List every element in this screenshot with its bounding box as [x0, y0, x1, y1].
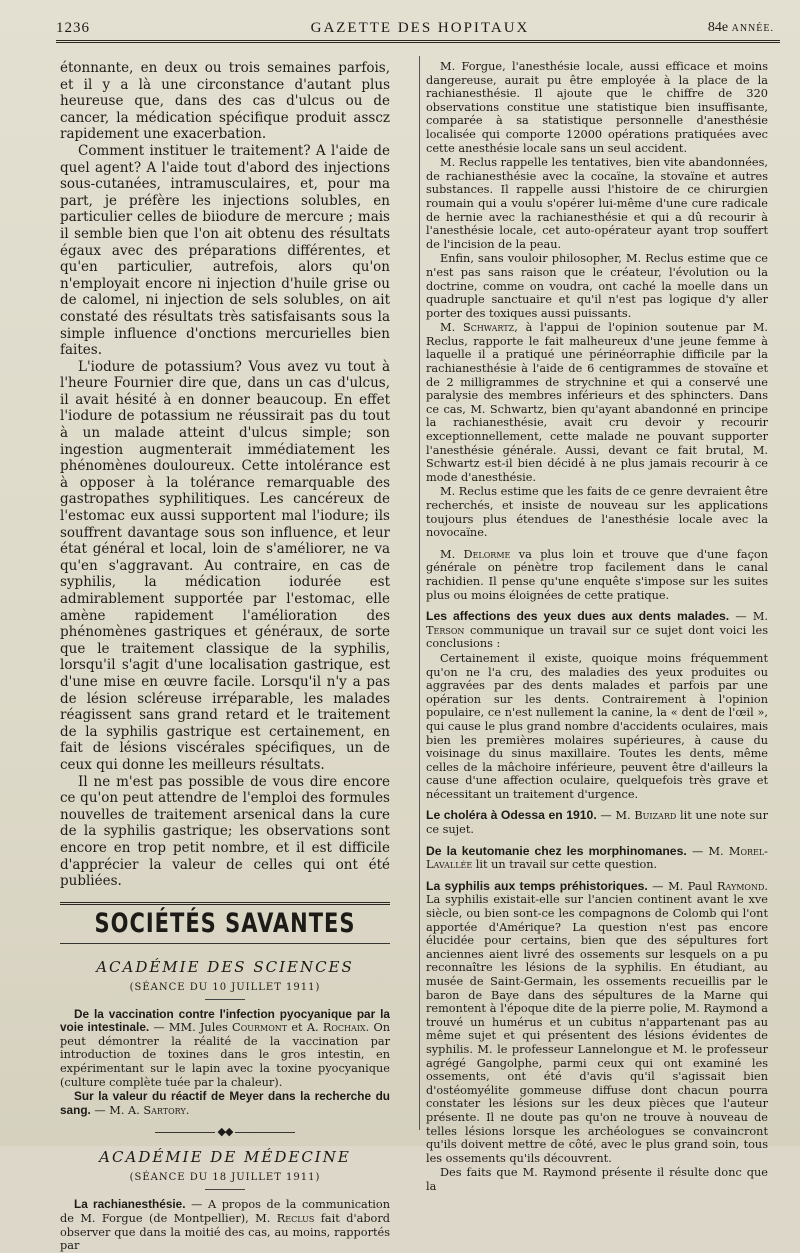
paragraph: M. Reclus estime que les faits de ce genre devraient être recherchés, et insiste de nouveau sur les applications toujours plus étendues de l'anesthésie locale avec la novocaïne. [426, 485, 768, 540]
article-continuation [60, 60, 390, 890]
item-yeux: Les affections des yeux dues aux dents malades. — M. Terson communique un travail sur ce sujet dont voici les conclusions : [426, 609, 768, 651]
seance-date: (SÉANCE DU 18 JUILLET 1911) [129, 1172, 321, 1184]
paragraph: Il ne m'est pas possible de vous dire encore ce qu'on peut attendre de l'emploi des formules nouvelles de traitement arsenical dans la cure de la syphilis gastrique; les observations sont encore en trop petit nombre, et il est difficile d'apprécier la valeur de celles qui ont été publiées. [60, 773, 390, 890]
paragraph: Enfin, sans vouloir philosopher, M. Reclus estime que ce n'est pas sans raison que le créateur, l'évolution ou la doctrine, comme on voudra, ont caché la moelle dans un quadruple sanctuaire et qu'il n'est pas logique d'y aller porter des toxiques aussi puissants. [426, 252, 768, 320]
section-rule [60, 902, 390, 905]
journal-title: GAZETTE DES HOPITAUX [310, 20, 530, 36]
paragraph: Comment instituer le traitement? A l'aide de quel agent? A l'aide tout d'abord des injections sous-cutanées, intramusculaires, et, pour ma part, je préfère les injections solubles, en particulier celles de biiodure de mercure ; mais il semble bien que l'on ait obtenu des résultats égaux avec des préparations différentes, et qu'en particulier, autrefois, alors qu'on n'employait encore ni injection d'huile grise ou de calomel, ni injection de sels solubles, on ait constaté des résultats très satisfaisants sous la simple influence d'onctions mercurielles bien faites. [60, 142, 390, 359]
seance-date: (SÉANCE DU 10 JUILLET 1911) [129, 981, 321, 993]
paragraph: M. Forgue, l'anesthésie locale, aussi efficace et moins dangereuse, aurait pu être employée à la place de la rachianesthésie. Il ajoute que le chiffre de 320 observations constitue une statistique bien insuffisante, comparée à sa statistique personnelle d'anesthésie localisée qui comporte 12000 opérations pratiquées avec cette anesthésie locale sans un seul accident. [426, 60, 768, 155]
academie-sciences-items [60, 1008, 390, 1118]
paragraph: étonnante, en deux ou trois semaines parfois, et il y a là une circonstance d'autant plus heureuse que, dans des cas d'ulcus ou de cancer, la médication spécifique produit asscz rapidement une exacerbation. [60, 60, 390, 143]
paragraph: La rachianesthésie. — A propos de la communication de M. Forgue (de Montpellier), M. Reclus fait d'abord observer que dans la moitié des cas, au moins, rapportés par [60, 1197, 390, 1253]
section-rule [60, 943, 390, 944]
header-rule [56, 40, 780, 43]
page-number: 1236 [56, 20, 90, 36]
section-title: SOCIÉTÉS SAVANTES [94, 907, 356, 938]
paragraph: M. Delorme va plus loin et trouve que d'une façon générale on pénètre trop facilement dans le canal rachidien. Il pense qu'une enquête s'impose sur les suites plus ou moins éloignées de cette pratique. [426, 547, 769, 602]
item-meyer: Sur la valeur du réactif de Meyer dans la recherche du sang. — M. A. Sartory. [60, 1089, 390, 1117]
column-divider [419, 56, 420, 1130]
rachianesthesie-item [60, 1198, 390, 1252]
paragraph: L'iodure de potassium? Vous avez vu tout à l'heure Fournier dire que, dans un cas d'ulcus, il avait hésité à en donner beaucoup. En effet l'iodure de potassium ne réussirait pas du tout à un malade atteint d'ulcus simple; son ingestion augmenterait immédiatement les phénomènes douloureux. Cette intolérance est à opposer à la tolérance remarquable des gastropathes syphilitiques. Les cancéreux de l'estomac eux aussi supportent mal l'iodure; ils souffrent davantage sous son influence, et leur état général et local, loin de s'améliorer, ne va qu'en s'aggravant. Au contraire, en cas de syphilis, la médication iodurée est admirablement supportée par l'estomac, elle amène rapidement l'amélioration des phénomènes gastriques et généraux, de sorte que le traitement classique de la syphilis, lorsqu'il s'agit d'une localisation gastrique, est d'une mise en œuvre facile. Lorsqu'il n'y a pas de lésion scléreuse irréparable, les malades réagissent sans grand retard et le traitement de la syphilis gastrique est certainement, en fait de lésions viscérales spécifiques, un de ceux qui donne les meilleurs résultats. [60, 358, 390, 773]
item-vaccination: De la vaccination contre l'infection pyocyanique par la voie intestinale. — MM. Jules Courmont et A. Rochaix. On peut démontrer la réalité de la vaccination par introduction de toxines dans le gros intestin, en expérimentant sur le lapin avec la toxine pyocyanique (culture complète tuée par la chaleur). [60, 1006, 390, 1089]
year-label: 84e ANNÉE. [707, 20, 774, 35]
paragraph: M. Schwartz, à l'appui de l'opinion soutenue par M. Reclus, rapporte le fait malheureux d'une jeune femme à laquelle il a pratiqué une périnéorraphie difficile par la rachianesthésie à l'aide de 6 centigrammes de stovaïne et de 2 milligrammes de strychnine et qui a conservé une paralysie des membres inférieurs et des sphincters. Dans ce cas, M. Schwartz, bien qu'ayant abandonné en principe la rachianesthésie, avait cru devoir y recourir exceptionnellement, cette malade ne pouvant supporter l'anesthésie générale. Aussi, devant ce fait brutal, M. Schwartz est-il bien décidé à ne plus jamais recourir à ce mode d'anesthésie. [426, 321, 768, 484]
divider [205, 1189, 245, 1190]
right-column [426, 60, 769, 1193]
paragraph: Des faits que M. Raymond présente il résulte donc que la [426, 1166, 768, 1193]
left-column [60, 60, 390, 1253]
academie-sciences-title: ACADÉMIE DES SCIENCES [96, 957, 354, 976]
paragraph: M. Reclus rappelle les tentatives, bien vite abandonnées, de rachianesthésie avec la cocaïne, la stovaïne et autres substances. Il rappelle aussi l'histoire de ce chirurgien roumain qui a voulu s'opérer lui-même d'une cure radicale de hernie avec la rachianesthésie et qui a dû recourir à l'anesthésie locale, cet auto-opérateur ayant trop souffert de l'incision de la peau. [426, 156, 768, 251]
academie-medecine-title: ACADÉMIE DE MÉDECINE [99, 1148, 351, 1167]
item-syphilis: La syphilis aux temps préhistoriques. — M. Paul Raymond. La syphilis existait-elle sur l'ancien continent avant le xve siècle, ou bien sont-ce les compagnons de Colomb qui l'ont apportée d'Amérique? La question n'est pas encore élucidée pour certains, bien que des sépultures fort anciennes aient livré des ossements sur lesquels on a pu reconnaître les lésions de la syphilis. En étudiant, au musée de Saint-Germain, les ossements recueillis par le baron de Baye dans des sépultures de la Marne qui remontent à l'époque dite de la pierre polie, M. Raymond a trouvé un humérus et un cubitus n'appartenant pas au même sujet et qui présentent des lésions évidentes de syphilis. M. le professeur Lannelongue et M. le professeur agrégé Gangolphe, parmi ceux qui ont examiné les ossements, ont été d'avis qu'il s'agissait bien d'ostéomyélite gommeuse diffuse dont chacun pourra constater les lésions sur les deux pièces que l'auteur présente. Il ne doute pas qu'on ne trouve à nouveau de telles lésions lorsque les archéologues se convaincront qu'ils doivent mettre de côté, avec le plus grand soin, tous les ossements qu'ils découvrent. [426, 878, 768, 1165]
divider [205, 999, 245, 1000]
ornament-divider: ◆◆ [60, 1125, 390, 1138]
page-header [56, 12, 784, 42]
item-cholera: Le choléra à Odessa en 1910. — M. Buizard lit une note sur ce sujet. [426, 808, 768, 837]
item-keutomanie: De la keutomanie chez les morphinomanes. — M. Morel-Lavallée lit un travail sur cette question. [426, 843, 768, 872]
paragraph: Certainement il existe, quoique moins fréquemment qu'on ne l'a cru, des maladies des yeux produites ou aggravées par des dents malades et parfois par une opération sur les dents. Contrairement à l'opinion populaire, ce n'est nullement la canine, la « dent de l'œil », qui cause le plus grand nombre d'accidents oculaires, mais bien les premières molaires supérieures, à cause du voisinage du sinus maxillaire. Toutes les dents, même celles de la mâchoire inférieure, peuvent être d'ailleurs la cause d'une affection oculaire, quelquefois très grave et nécessitant un traitement d'urgence. [426, 651, 768, 801]
